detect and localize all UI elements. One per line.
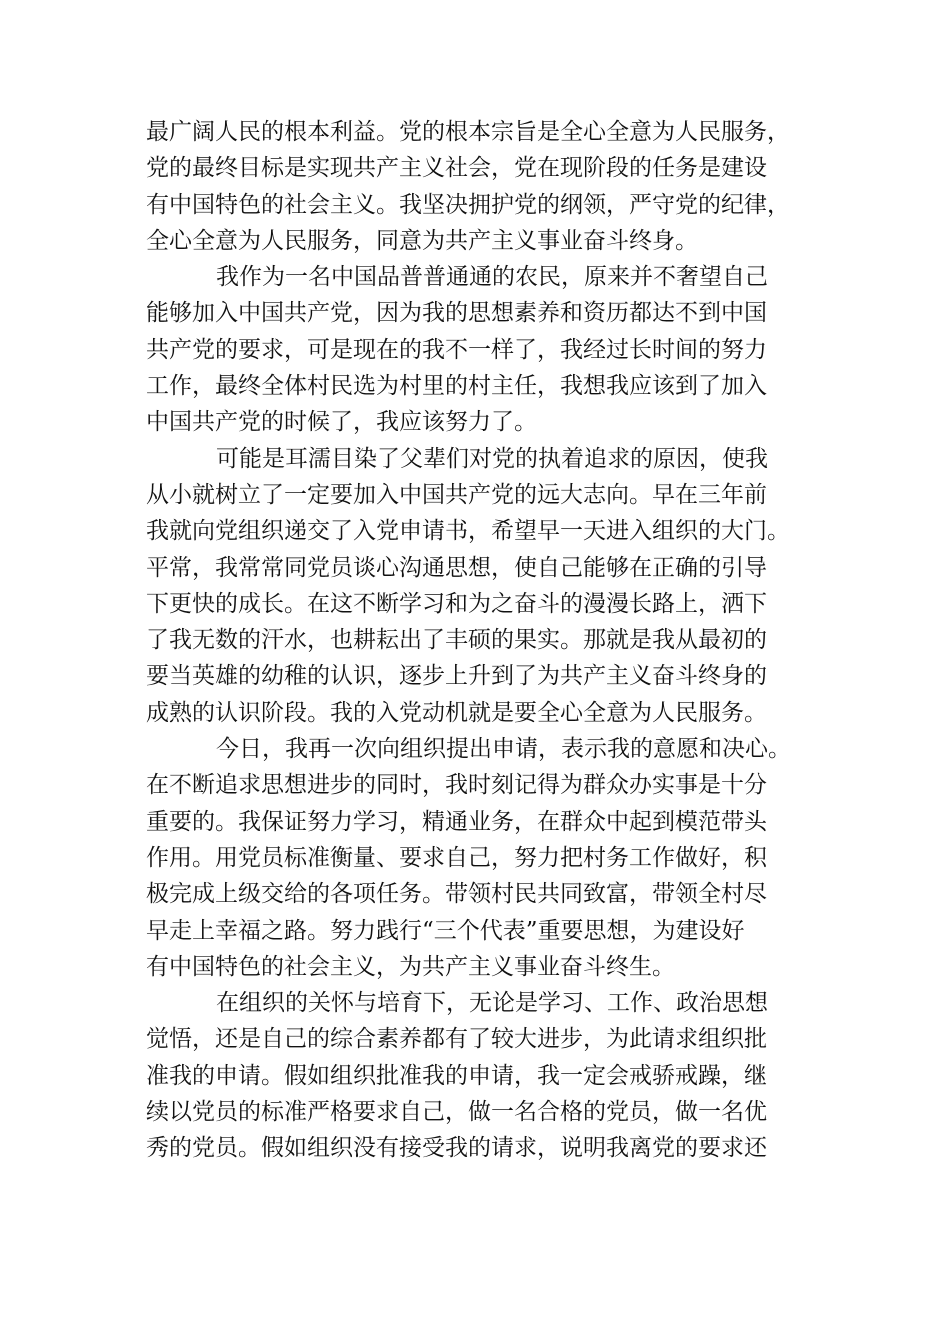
- paragraph-first-line: 今日，我再一次向组织提出申请，表示我的意愿和决心。: [216, 736, 791, 763]
- text-line: 有中国特色的社会主义，为共产主义事业奋斗终生。: [146, 953, 675, 980]
- text-line: 早走上幸福之路。努力践行“三个代表”重要思想，为建设好: [146, 917, 745, 944]
- text-line: 平常，我常常同党员谈心沟通思想，使自己能够在正确的引导: [146, 554, 767, 581]
- text-line: 重要的。我保证努力学习，精通业务，在群众中起到模范带头: [146, 808, 767, 835]
- text-line: 有中国特色的社会主义。我坚决拥护党的纲领，严守党的纪律，: [146, 191, 790, 218]
- text-line: 我就向党组织递交了入党申请书，希望早一天进入组织的大门。: [146, 518, 790, 545]
- text-line: 能够加入中国共产党，因为我的思想素养和资历都达不到中国: [146, 300, 767, 327]
- text-line: 觉悟，还是自己的综合素养都有了较大进步，为此请求组织批: [146, 1026, 767, 1053]
- text-line: 中国共产党的时候了，我应该努力了。: [146, 409, 537, 436]
- text-line: 极完成上级交给的各项任务。带领村民共同致富，带领全村尽: [146, 881, 767, 908]
- text-line: 秀的党员。假如组织没有接受我的请求，说明我离党的要求还: [146, 1135, 767, 1162]
- text-line: 续以党员的标准严格要求自己，做一名合格的党员，做一名优: [146, 1099, 767, 1126]
- paragraph-first-line: 我作为一名中国品普普通通的农民，原来并不奢望自己: [216, 264, 768, 291]
- text-line: 作用。用党员标准衡量、要求自己，努力把村务工作做好，积: [146, 844, 767, 871]
- text-line: 成熟的认识阶段。我的入党动机就是要全心全意为人民服务。: [146, 699, 767, 726]
- paragraph-first-line: 可能是耳濡目染了父辈们对党的执着追求的原因，使我: [216, 445, 768, 472]
- text-line: 在不断追求思想进步的同时，我时刻记得为群众办实事是十分: [146, 772, 767, 799]
- text-line: 共产党的要求，可是现在的我不一样了，我经过长时间的努力: [146, 336, 767, 363]
- paragraph-first-line: 在组织的关怀与培育下，无论是学习、工作、政治思想: [216, 990, 768, 1017]
- text-line: 工作，最终全体村民选为村里的村主任，我想我应该到了加入: [146, 373, 767, 400]
- text-line: 要当英雄的幼稚的认识，逐步上升到了为共产主义奋斗终身的: [146, 663, 767, 690]
- text-line: 从小就树立了一定要加入中国共产党的远大志向。早在三年前: [146, 481, 767, 508]
- text-line: 准我的申请。假如组织批准我的申请，我一定会戒骄戒躁，继: [146, 1062, 767, 1089]
- text-line: 下更快的成长。在这不断学习和为之奋斗的漫漫长路上，洒下: [146, 590, 767, 617]
- text-line: 全心全意为人民服务，同意为共产主义事业奋斗终身。: [146, 227, 698, 254]
- document-body: [146, 114, 806, 1167]
- text-line: 党的最终目标是实现共产主义社会，党在现阶段的任务是建设: [146, 155, 767, 182]
- text-line: 最广阔人民的根本利益。党的根本宗旨是全心全意为人民服务，: [146, 119, 790, 145]
- text-line: 了我无数的汗水，也耕耘出了丰硕的果实。那就是我从最初的: [146, 627, 767, 654]
